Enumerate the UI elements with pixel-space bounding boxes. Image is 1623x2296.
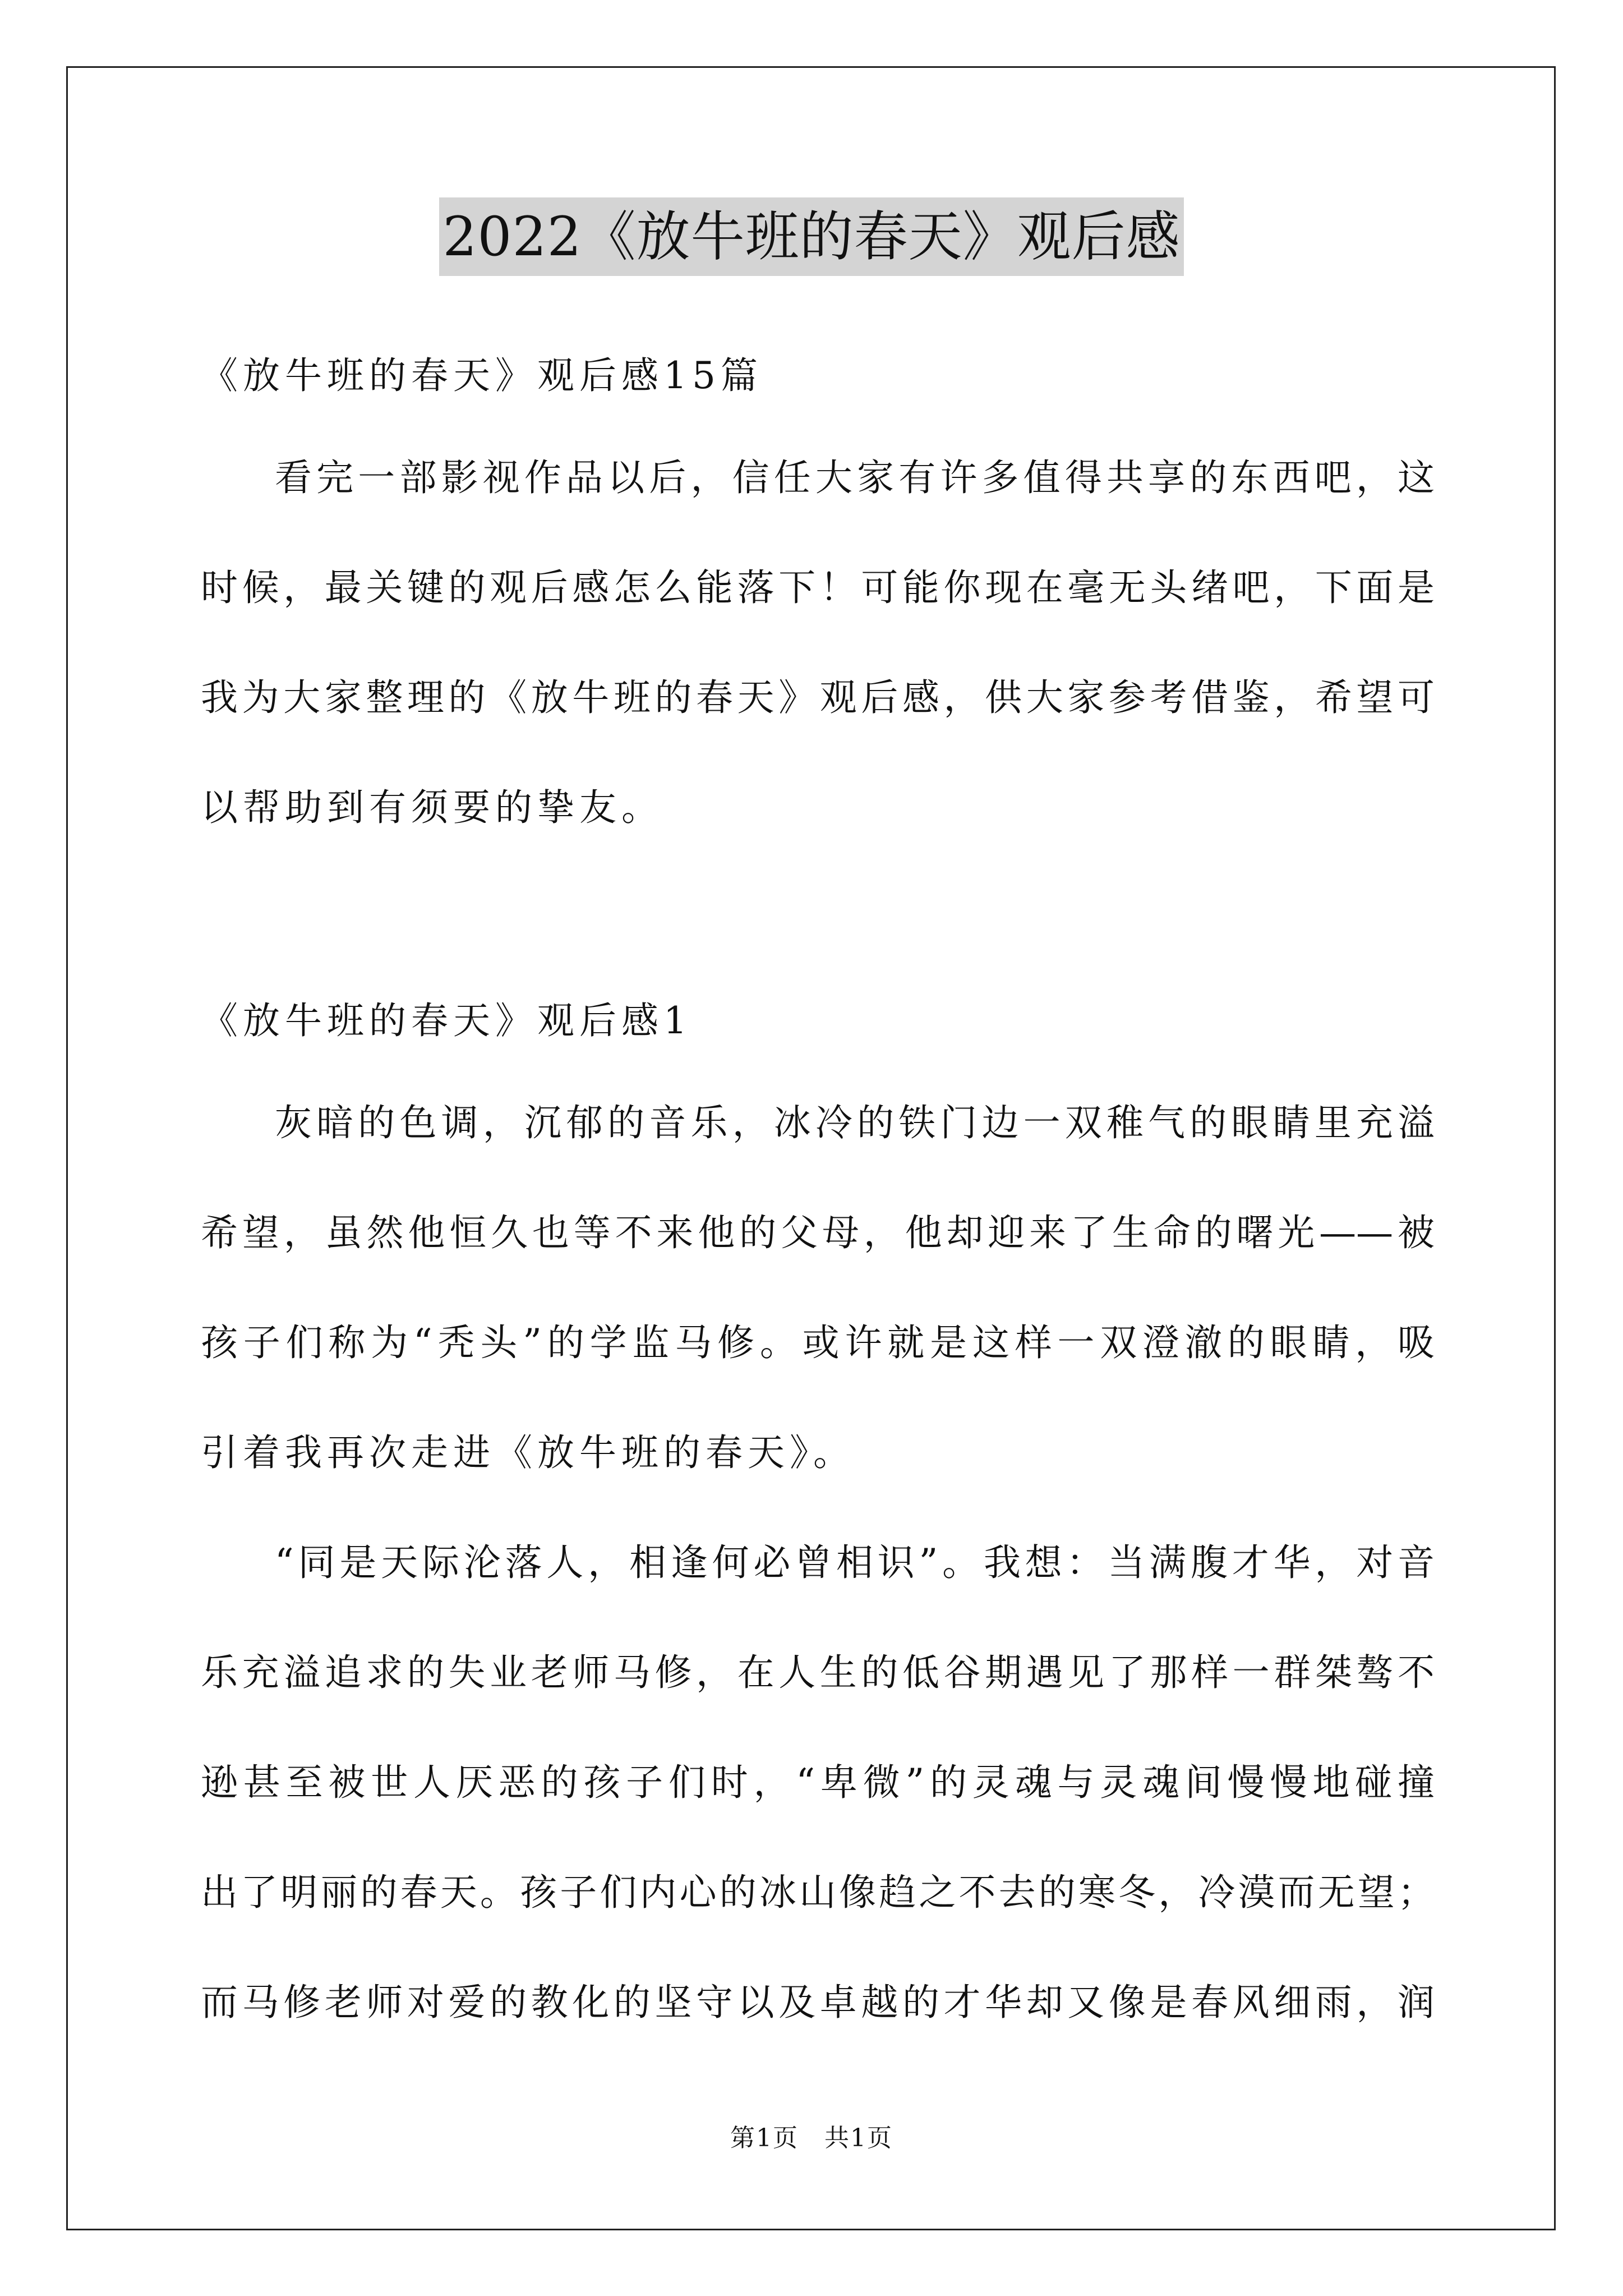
paragraph-line: “同是天际沦落人，相逢何必曾相识”。我想：当满腹才华，对音 xyxy=(275,1541,1435,1584)
intro-line: 看完一部影视作品以后，信任大家有许多值得共享的东西吧，这 xyxy=(275,456,1435,499)
paragraph-line: 灰暗的色调，沉郁的音乐，冰冷的铁门边一双稚气的眼睛里充溢 xyxy=(275,1101,1435,1144)
paragraph-line: 孩子们称为“秃头”的学监马修。或许就是这样一双澄澈的眼睛，吸 xyxy=(201,1321,1435,1364)
paragraph-line: 出了明丽的春天。孩子们内心的冰山像趋之不去的寒冬，冷漠而无望； xyxy=(201,1871,1435,1914)
paragraph-line: 乐充溢追求的失业老师马修，在人生的低谷期遇见了那样一群桀骜不 xyxy=(201,1651,1435,1694)
paragraph-line: 逊甚至被世人厌恶的孩子们时，“卑微”的灵魂与灵魂间慢慢地碰撞 xyxy=(201,1761,1435,1804)
document-title: 2022《放牛班的春天》观后感 xyxy=(439,197,1183,276)
page-footer: 第1页 共1页 xyxy=(730,2124,893,2152)
document-subtitle: 《放牛班的春天》观后感15篇 xyxy=(201,354,763,397)
intro-line: 以帮助到有须要的挚友。 xyxy=(201,786,663,829)
section-heading: 《放牛班的春天》观后感1 xyxy=(201,999,692,1042)
title-container xyxy=(0,197,1623,276)
paragraph-line: 希望，虽然他恒久也等不来他的父母，他却迎来了生命的曙光——被 xyxy=(201,1211,1435,1254)
paragraph-line: 而马修老师对爱的教化的坚守以及卓越的才华却又像是春风细雨，润 xyxy=(201,1981,1435,2024)
paragraph-line: 引着我再次走进《放牛班的春天》。 xyxy=(201,1431,855,1474)
intro-line: 我为大家整理的《放牛班的春天》观后感，供大家参考借鉴，希望可 xyxy=(201,676,1435,719)
intro-line: 时候，最关键的观后感怎么能落下！可能你现在毫无头绪吧，下面是 xyxy=(201,566,1435,609)
